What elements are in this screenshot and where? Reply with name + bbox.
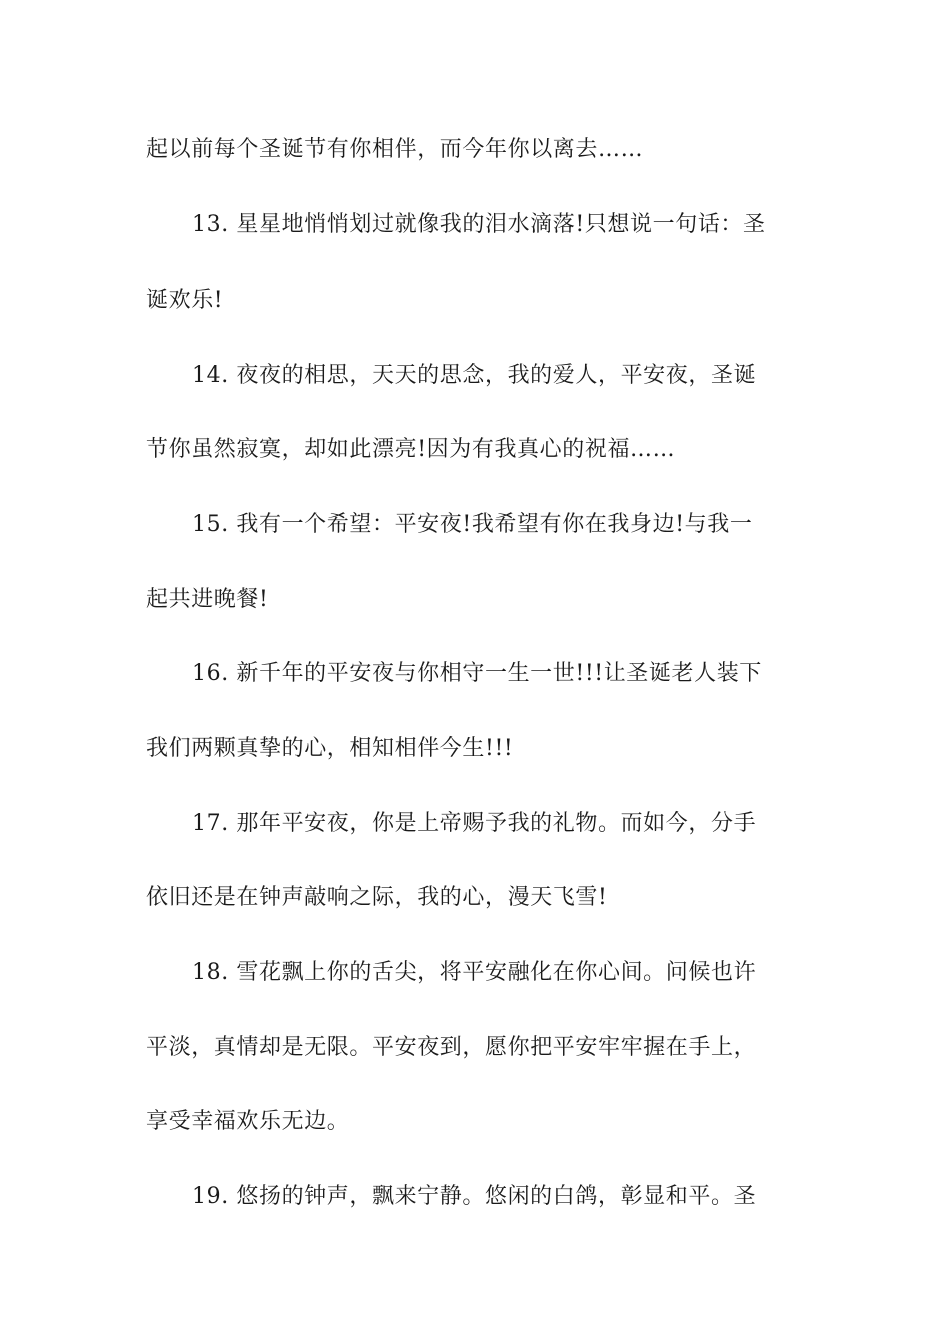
list-item-18-line-1: 18. 雪花飘上你的舌尖，将平安融化在你心间。问候也许 — [192, 960, 757, 985]
list-item-17-line-1: 17. 那年平安夜，你是上帝赐予我的礼物。而如今，分手 — [192, 811, 757, 836]
list-item-15-line-1: 15. 我有一个希望：平安夜!我希望有你在我身边!与我一 — [192, 512, 753, 537]
list-item-13-line-1: 13. 星星地悄悄划过就像我的泪水滴落!只想说一句话：圣 — [192, 212, 766, 237]
list-item-18-line-2: 平淡，真情却是无限。平安夜到，愿你把平安牢牢握在手上， — [146, 1035, 757, 1060]
list-item-18-line-3: 享受幸福欢乐无边。 — [146, 1109, 350, 1134]
list-item-17-line-2: 依旧还是在钟声敲响之际，我的心，漫天飞雪! — [146, 885, 608, 910]
list-item-16-line-2: 我们两颗真挚的心，相知相伴今生!!! — [146, 736, 514, 761]
text-line: 起以前每个圣诞节有你相伴，而今年你以离去…… — [146, 137, 644, 162]
list-item-15-line-2: 起共进晚餐! — [146, 587, 269, 612]
list-item-14-line-2: 节你虽然寂寞，却如此漂亮!因为有我真心的祝福…… — [146, 437, 676, 462]
list-item-14-line-1: 14. 夜夜的相思，天天的思念，我的爱人，平安夜，圣诞 — [192, 363, 757, 388]
list-item-13-line-2: 诞欢乐! — [146, 288, 224, 313]
list-item-19-line-1: 19. 悠扬的钟声，飘来宁静。悠闲的白鸽，彰显和平。圣 — [192, 1184, 757, 1209]
list-item-16-line-1: 16. 新千年的平安夜与你相守一生一世!!!让圣诞老人装下 — [192, 661, 762, 686]
